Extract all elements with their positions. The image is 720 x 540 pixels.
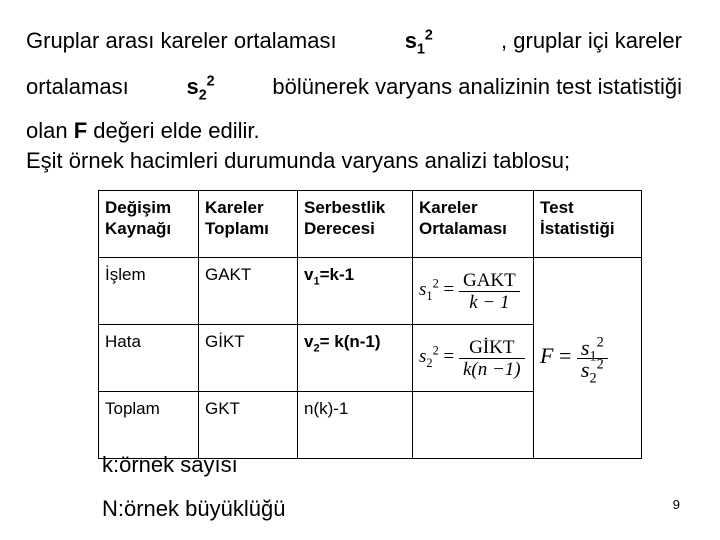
cell-source: İşlem — [99, 258, 199, 325]
symbol-f: F — [73, 118, 88, 143]
text-within-groups: , gruplar içi kareler — [501, 28, 682, 53]
cell-f-formula — [534, 325, 642, 392]
cell-source: Toplam — [99, 392, 199, 459]
text-dividing: bölünerek varyans analizinin test istatistiği — [272, 74, 682, 99]
paragraph-line-4: Eşit örnek hacimleri durumunda varyans analizi tablosu; — [26, 148, 571, 173]
header-sum-of-squares: Kareler Toplamı — [199, 191, 298, 258]
cell-test-empty — [534, 258, 642, 325]
text-mean-squares: ortalaması — [26, 74, 129, 99]
page-number: 9 — [672, 497, 680, 512]
ms2-formula: $s_2^2$ = $\frac{\text{GİKT}}{k(n -1)}$ — [419, 346, 525, 367]
cell-ms2-formula — [413, 325, 534, 392]
paragraph-line-2 — [26, 73, 682, 104]
ms2-fraction: $\frac{\text{GİKT}}{k(n -1)}$ — [459, 337, 525, 380]
f-formula: F = $\frac{s_1^2}{s_2^2}$ — [540, 343, 608, 368]
table-row — [99, 258, 642, 325]
note-n: N:örnek büyüklüğü — [102, 496, 286, 521]
ms1-fraction: $\frac{\text{GAKT}}{k - 1}$ — [459, 270, 520, 313]
header-test-statistic: Test İstatistiği — [534, 191, 642, 258]
header-degrees-of-freedom: Serbestlik Derecesi — [298, 191, 413, 258]
cell-ms-empty — [413, 392, 534, 459]
symbol-s2-squared: $s_2^2$ — [186, 73, 215, 104]
ms1-formula: $s_1^2$ = $\frac{\text{GAKT}}{k - 1}$ — [419, 279, 520, 300]
cell-df: n(k)-1 — [298, 392, 413, 459]
cell-test-empty — [534, 392, 642, 459]
cell-ss: GKT — [199, 392, 298, 459]
header-source: Değişim Kaynağı — [99, 191, 199, 258]
cell-ss: GAKT — [199, 258, 298, 325]
anova-table — [98, 190, 642, 459]
cell-ms1-formula — [413, 258, 534, 325]
paragraph-line-1 — [26, 27, 682, 58]
text-olan: olan — [26, 118, 68, 143]
text-between-groups: Gruplar arası kareler ortalaması — [26, 28, 337, 53]
table-row — [99, 392, 642, 459]
note-k: k:örnek sayısı — [102, 452, 238, 477]
symbol-s1-squared: $s_1^2$ — [404, 27, 433, 58]
cell-df: $v_1=k-1$ — [298, 258, 413, 325]
text-obtained: değeri elde edilir. — [93, 118, 260, 143]
cell-df: $v_2= k(n-1)$ — [298, 325, 413, 392]
cell-source: Hata — [99, 325, 199, 392]
table-row — [99, 325, 642, 392]
cell-ss: GİKT — [199, 325, 298, 392]
table-header-row — [99, 191, 642, 258]
header-mean-squares: Kareler Ortalaması — [413, 191, 534, 258]
f-fraction: $\frac{s_1^2}{s_2^2}$ — [577, 337, 608, 380]
paragraph-line-3 — [26, 118, 260, 144]
